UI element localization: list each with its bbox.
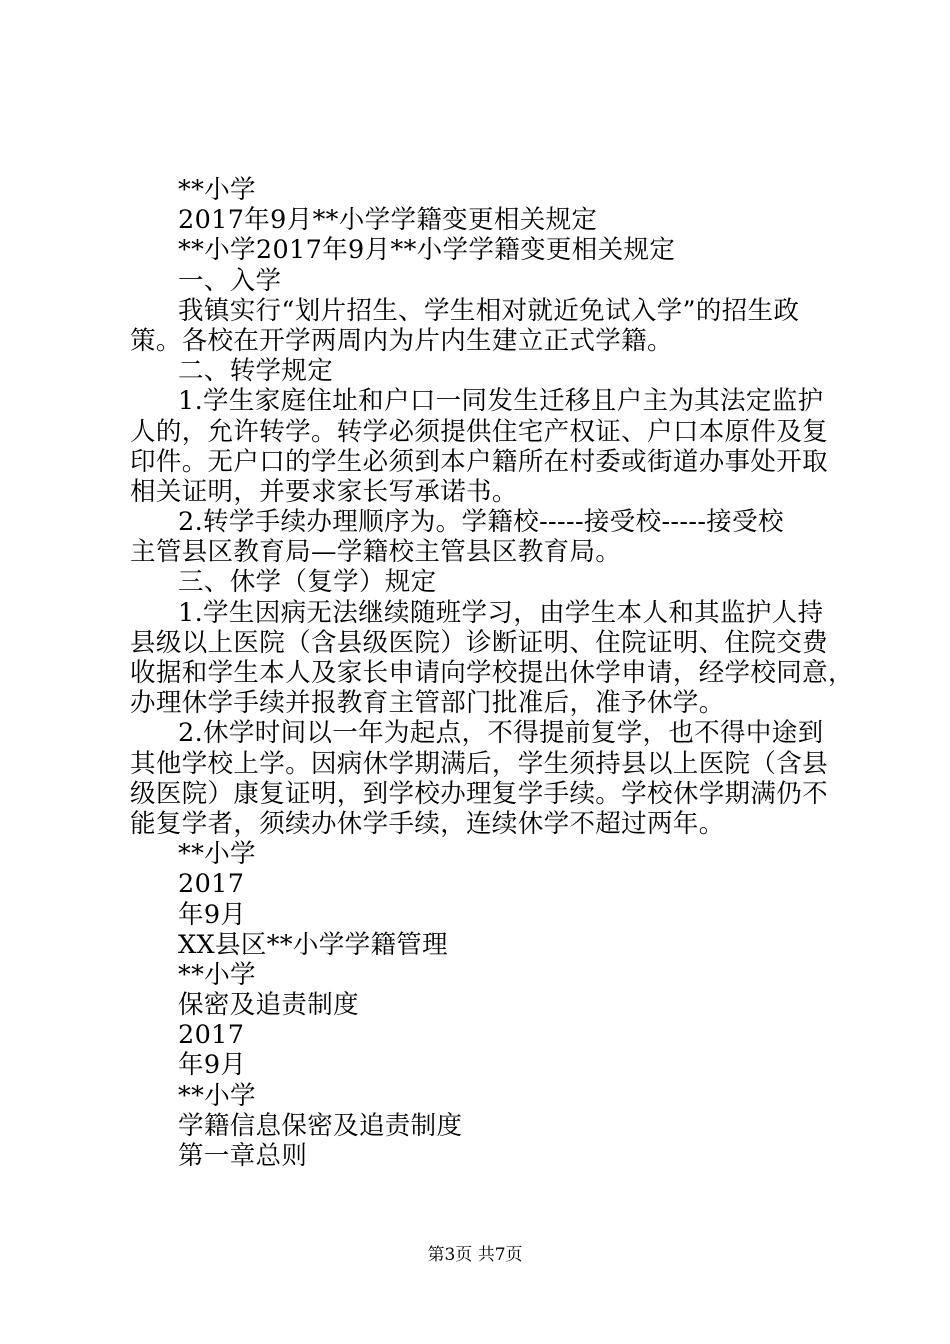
section-heading-suspension: 三、休学（复学）规定 xyxy=(178,567,437,598)
text-line: 印件。无户口的学生必须到本户籍所在村委或街道办事处开取 xyxy=(130,446,828,477)
school-name-line: **小学 xyxy=(178,175,256,205)
page-number-footer: 第3页 共7页 xyxy=(427,1245,523,1265)
paragraph-transfer-2 xyxy=(130,507,830,567)
next-doc-title-cont: 保密及追责制度 xyxy=(178,990,359,1021)
paragraph-suspension-1 xyxy=(130,597,854,719)
paragraph-suspension-2 xyxy=(130,718,830,839)
chapter-heading: 第一章总则 xyxy=(178,1141,308,1171)
next-doc-month: 年9月 xyxy=(178,1050,247,1081)
text-line: 1.学生家庭住址和户口一同发生迁移且户主为其法定监护 xyxy=(178,386,824,417)
next-doc-school-2: **小学 xyxy=(178,1080,256,1111)
text-line: 能复学者，须续办休学手续，连续休学不超过两年。 xyxy=(130,808,725,839)
text-line: 我镇实行“划片招生、学生相对就近免试入学”的招生政 xyxy=(178,295,800,326)
paragraph-enrollment xyxy=(130,296,830,356)
text-line: 主管县区教育局—学籍校主管县区教育局。 xyxy=(130,537,622,568)
next-doc-title-line: XX县区**小学学籍管理 xyxy=(178,929,449,960)
text-line: 级医院）康复证明，到学校办理复学手续。学校休学期满仍不 xyxy=(130,778,828,809)
text-line: 收据和学生本人及家长申请向学校提出休学申请，经学校同意， xyxy=(130,658,854,688)
text-line: 1.学生因病无法继续随班学习，由学生本人和其监护人持 xyxy=(178,597,824,628)
section-heading-enrollment: 一、入学 xyxy=(178,265,282,296)
document-title: **小学2017年9月**小学学籍变更相关规定 xyxy=(178,235,676,266)
text-line: 相关证明，并要求家长写承诺书。 xyxy=(130,476,518,507)
text-line: 2.休学时间以一年为起点，不得提前复学，也不得中途到 xyxy=(178,718,824,749)
document-body xyxy=(130,175,854,1171)
next-doc-school: **小学 xyxy=(178,959,256,990)
signature-month: 年9月 xyxy=(178,899,247,930)
signature-school: **小学 xyxy=(178,839,256,870)
section-heading-transfer: 二、转学规定 xyxy=(178,356,334,387)
text-line: 人的，允许转学。转学必须提供住宅产权证、户口本原件及复 xyxy=(130,416,828,447)
text-line: 其他学校上学。因病休学期满后，学生须持县以上医院（含县 xyxy=(130,748,828,779)
date-title-line: 2017年9月**小学学籍变更相关规定 xyxy=(178,205,598,236)
text-line: 办理休学手续并报教育主管部门批准后，准予休学。 xyxy=(130,688,725,719)
paragraph-transfer-1 xyxy=(130,386,830,507)
text-line: 县级以上医院（含县级医院）诊断证明、住院证明、住院交费 xyxy=(130,627,828,658)
text-line: 2.转学手续办理顺序为。学籍校-----接受校-----接受校 xyxy=(178,507,784,538)
next-doc-year: 2017 xyxy=(178,1020,245,1051)
signature-year: 2017 xyxy=(178,869,245,900)
text-line: 策。各校在开学两周内为片内生建立正式学籍。 xyxy=(130,325,673,356)
next-doc-heading: 学籍信息保密及追责制度 xyxy=(178,1110,463,1141)
